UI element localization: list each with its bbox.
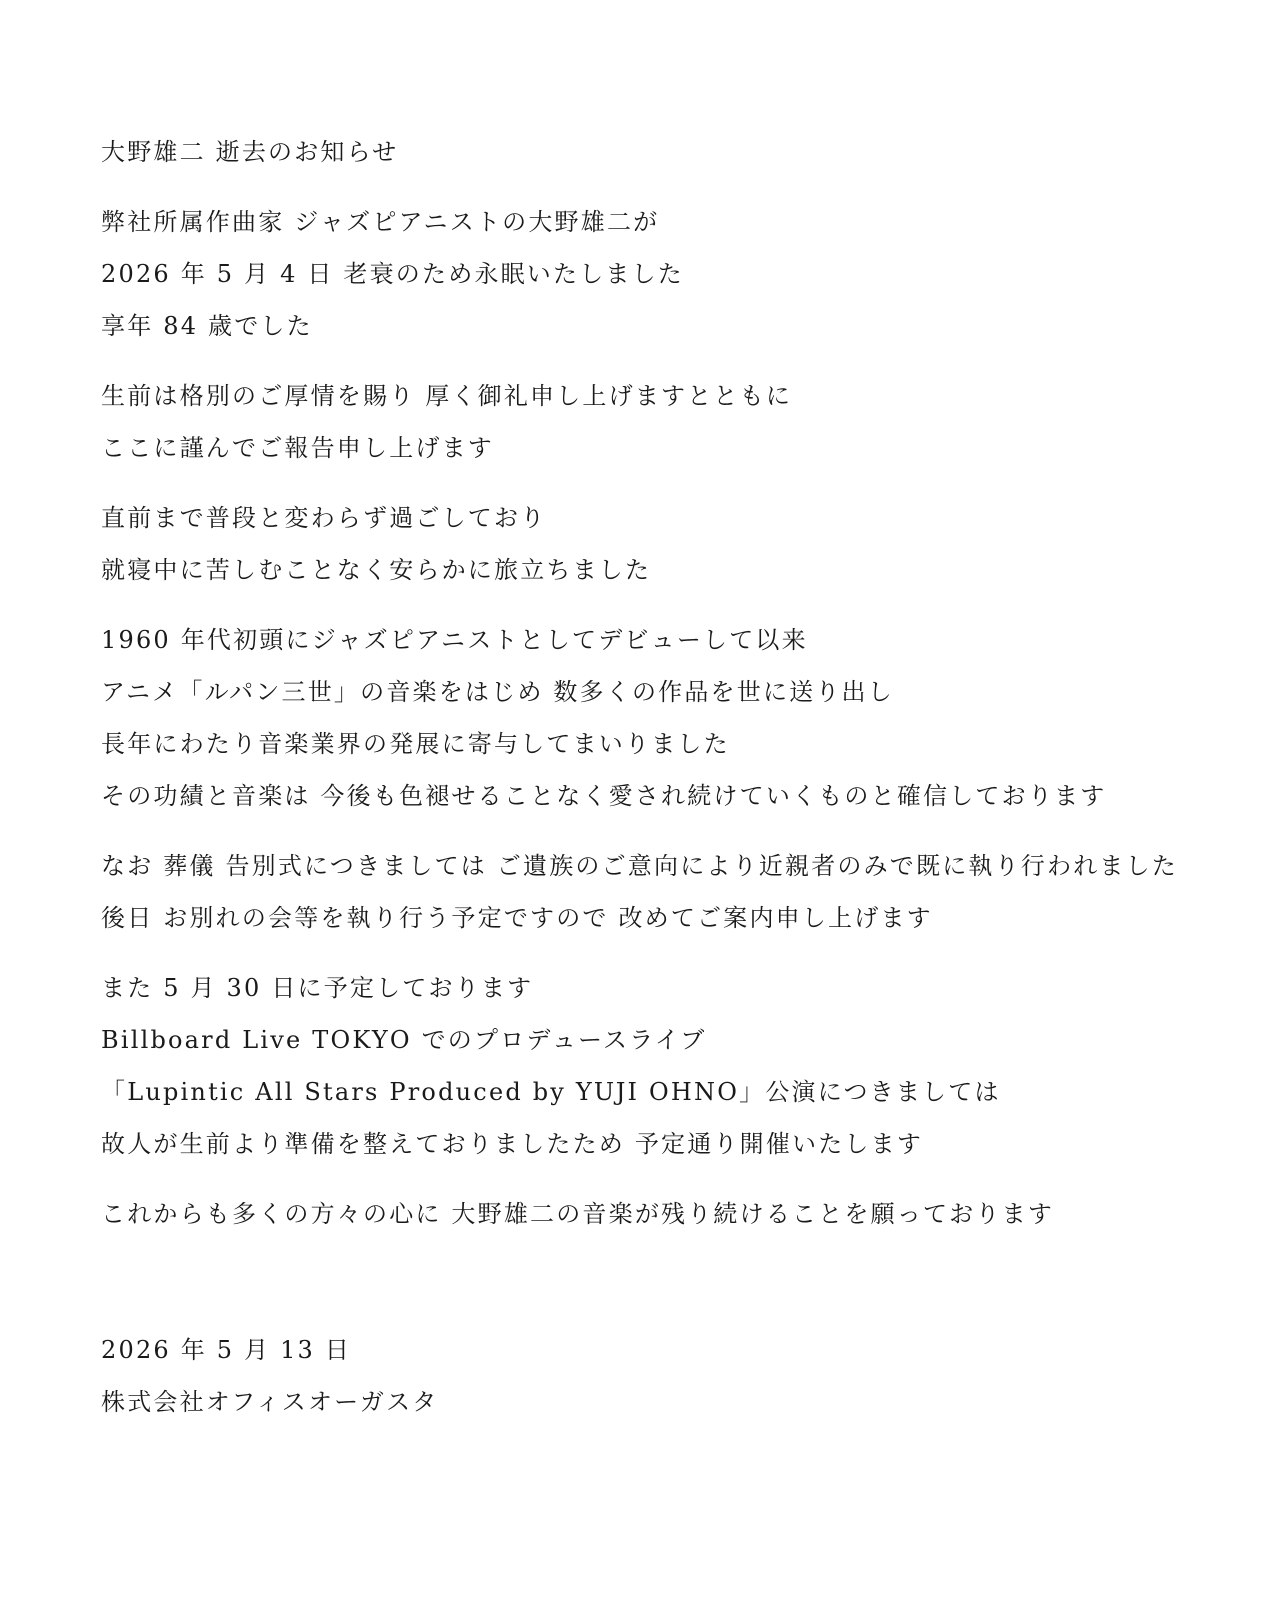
- paragraph-line: 長年にわたり音楽業界の発展に寄与してまいりました: [101, 730, 730, 758]
- paragraph-line: 後日 お別れの会等を執り行う予定ですので 改めてご案内申し上げます: [101, 904, 933, 932]
- paragraph-line: 「Lupintic All Stars Produced by YUJI OHNO」公演につきましては: [101, 1078, 1001, 1106]
- paragraph-line: 直前まで普段と変わらず過ごしており: [101, 504, 547, 532]
- paragraph-line: アニメ「ルパン三世」の音楽をはじめ 数多くの作品を世に送り出し: [101, 678, 894, 706]
- paragraph-line: 2026 年 5 月 4 日 老衰のため永眠いたしました: [101, 260, 684, 288]
- paragraph-line: その功績と音楽は 今後も色褪せることなく愛され続けていくものと確信しております: [101, 782, 1107, 810]
- paragraph-announcement: [101, 196, 1221, 352]
- notice-date: 2026 年 5 月 13 日: [101, 1336, 352, 1364]
- paragraph-line: ここに謹んでご報告申し上げます: [101, 434, 494, 462]
- paragraph-circumstances: [101, 492, 1221, 596]
- paragraph-line: 1960 年代初頭にジャズピアニストとしてデビューして以来: [101, 626, 808, 654]
- paragraph-line: これからも多くの方々の心に 大野雄二の音楽が残り続けることを願っております: [101, 1200, 1055, 1228]
- paragraph-line: 生前は格別のご厚情を賜り 厚く御礼申し上げますとともに: [101, 382, 793, 410]
- paragraph-line: 就寝中に苦しむことなく安らかに旅立ちました: [101, 556, 652, 584]
- paragraph-line: 享年 84 歳でした: [101, 312, 313, 340]
- notice-document: [101, 126, 1221, 1428]
- paragraph-thanks: [101, 370, 1221, 474]
- paragraph-line: 故人が生前より準備を整えておりましたため 予定通り開催いたします: [101, 1130, 924, 1158]
- paragraph-line: Billboard Live TOKYO でのプロデュースライブ: [101, 1026, 707, 1054]
- paragraph-career: [101, 614, 1221, 822]
- paragraph-live-event: [101, 962, 1221, 1170]
- paragraph-line: なお 葬儀 告別式につきましては ご遺族のご意向により近親者のみで既に執り行われました: [101, 852, 1179, 880]
- company-name: 株式会社オフィスオーガスタ: [101, 1388, 439, 1416]
- paragraph-line: また 5 月 30 日に予定しております: [101, 974, 534, 1002]
- paragraph-funeral: [101, 840, 1221, 944]
- paragraph-closing: [101, 1188, 1221, 1240]
- notice-title: 大野雄二 逝去のお知らせ: [101, 138, 399, 166]
- paragraph-line: 弊社所属作曲家 ジャズピアニストの大野雄二が: [101, 208, 660, 236]
